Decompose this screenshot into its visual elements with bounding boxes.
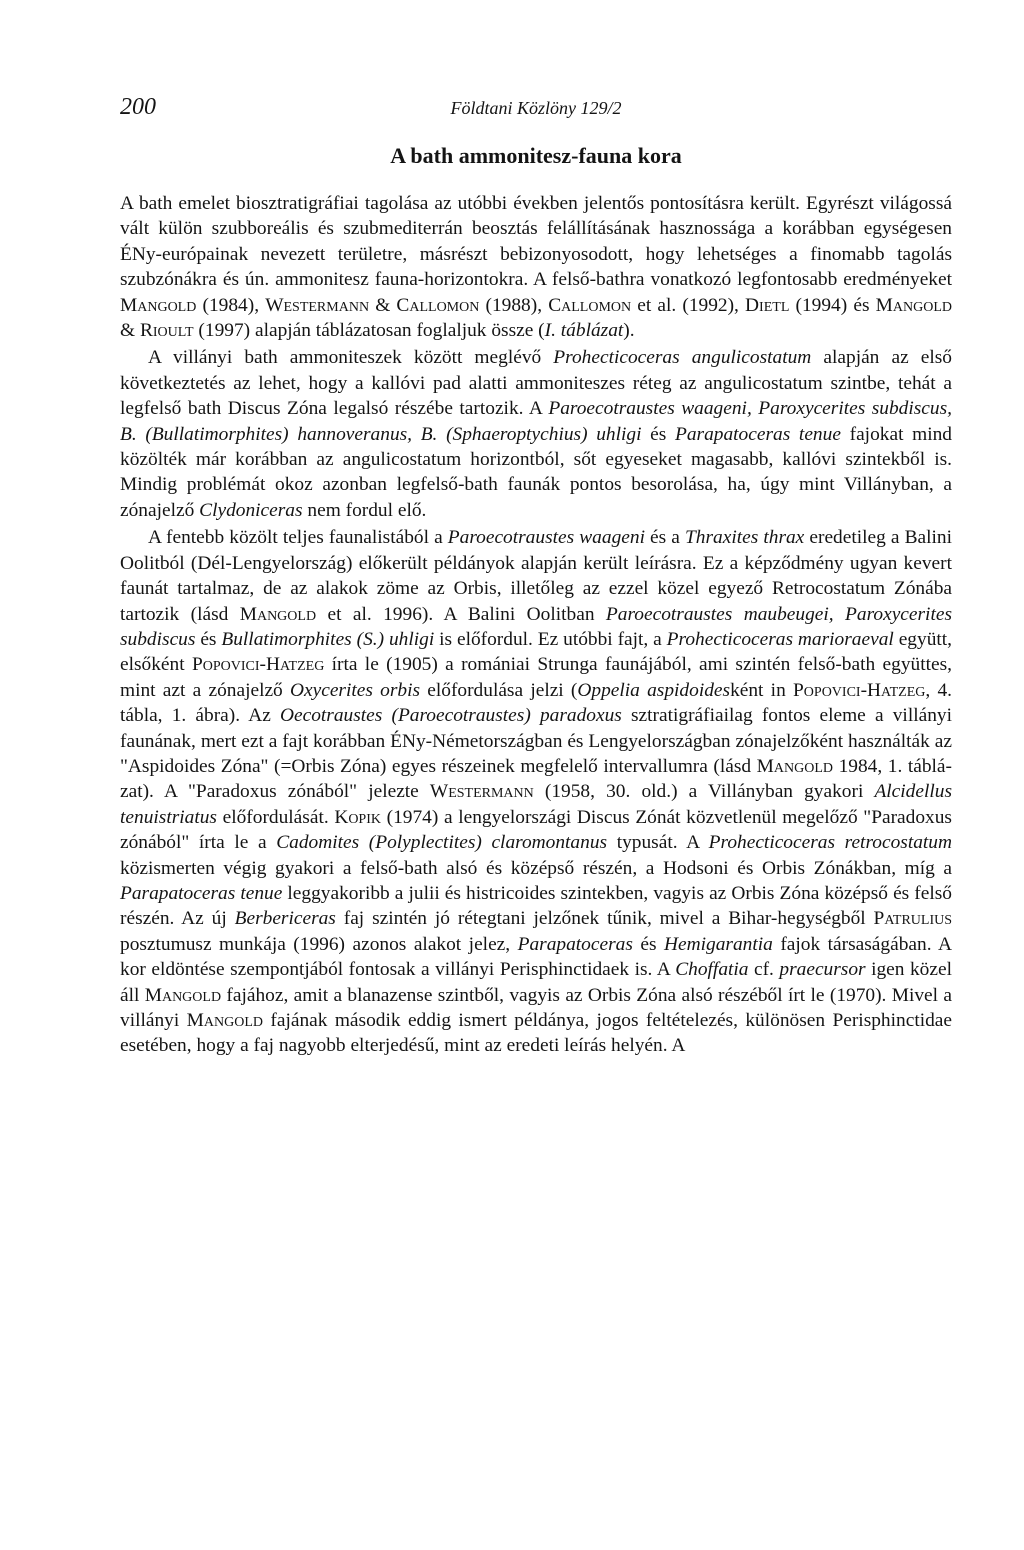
text-run: és xyxy=(632,933,665,955)
author-name: Westermann xyxy=(429,781,534,803)
text-run: A bath emelet biosztratigráfiai tagolása az utóbbi években jelentős pontosításra került. Egyrészt világossá vált külön szubboreális és szubmediterrán beosztás felállításának hasznossága a korábban egységesen ÉNy-európainak nevezett területre, másrészt bebizonyosodott, hogy lehetséges a finomabb tagolás szubzónákra és ún. ammonitesz fauna-horizontokra. A felső-bathra vonatkozó legfontosabb eredményeket xyxy=(120,193,952,291)
text-run: is előfordul. Ez utóbbi fajt, a xyxy=(434,628,667,650)
author-name: Mangold xyxy=(756,755,834,777)
italic-run: Hemigarantia xyxy=(664,933,773,955)
italic-run: Thraxites thrax xyxy=(685,527,805,549)
paragraph-3 xyxy=(120,525,952,1059)
author-name: Callomon xyxy=(548,294,632,316)
author-name: Callomon xyxy=(396,294,480,316)
italic-run: Parapatoceras xyxy=(517,933,633,955)
author-name: Mangold xyxy=(144,984,222,1006)
text-run: sztratigráfiailag fontos eleme a villányi faunának, mert ezt a fajt korábban ÉNy-Németországban és Lengyelországban zónajelzőként használták az "Aspidoides Zóna" (=Orbis Zóna) egyes részeinek megfelelő intervallumra (lásd xyxy=(120,705,952,777)
author-name: Westermann xyxy=(265,294,370,316)
italic-run: Prohecticoceras retrocostatum xyxy=(708,832,952,854)
text-run: előfordulása jelzi ( xyxy=(420,679,578,701)
text-run: typusát. A xyxy=(607,832,709,854)
author-name: Popovici-Hatzeg xyxy=(191,654,325,676)
text-run: posztumusz munkája (1996) azonos alakot jelez, xyxy=(120,933,518,955)
text-run: együtt, elsőként xyxy=(120,628,953,676)
page-number: 200 xyxy=(120,94,156,120)
italic-run: Oecotraustes (Paroecotraustes) paradoxus xyxy=(279,705,622,727)
author-name: Mangold xyxy=(875,294,952,316)
author-name: Patrulius xyxy=(873,908,952,930)
author-name: Popovici-Hatzeg xyxy=(793,679,926,701)
text-run: fajokat mind közölték már korábban az angulicostatum horizontból, sőt egyeseket magasabb, kallóvi szintekből is. Mindig problémát okoz azonban legfelső-bath faunák pontos besorolása, ha, úgy mint Villányban, a zónajelző xyxy=(120,423,952,521)
text-run: A fentebb közölt teljes faunalistából a xyxy=(148,527,448,549)
italic-run: Alcidellus tenuistriatus xyxy=(120,781,952,828)
paragraph-1 xyxy=(120,191,952,343)
text-run: ként in xyxy=(730,679,794,701)
paragraph-2 xyxy=(120,345,952,523)
text-run: (1997) alapján táblázatosan foglaljuk össze ( xyxy=(193,320,545,342)
text-run: fajok társaságában. A kor eldöntése szempontjából fontosak a villányi Perisphinctidaek is. A xyxy=(120,933,952,981)
text-run: (1988), xyxy=(479,294,549,316)
section-title: A bath ammonitesz-fauna kora xyxy=(390,143,682,168)
italic-run: Oxycerites orbis xyxy=(290,679,421,701)
text-run: nem fordul elő. xyxy=(302,499,427,521)
text-run: 1984, 1. táblázat). A "Paradoxus zónából" jelezte xyxy=(120,755,952,803)
body-text xyxy=(120,191,952,1059)
text-run: faj szintén jó rétegtani jelzőnek tűnik, mivel a Bihar-hegységből xyxy=(335,908,874,930)
italic-run: Parapatoceras tenue xyxy=(120,882,283,904)
text-run: et al. (1992), xyxy=(631,294,746,316)
text-run: (1958, 30. old.) a Villányban gyakori xyxy=(533,781,875,803)
text-run: közismerten végig gyakori a felső-bath alsó és középső részén, a Hodsoni és Orbis Zónákban, míg a xyxy=(120,857,952,879)
running-head xyxy=(120,94,952,124)
text-run: & xyxy=(369,294,397,316)
italic-run: Cadomites (Polyplectites) claromontanus xyxy=(276,832,608,854)
text-run: (1984), xyxy=(196,294,266,316)
text-run: et al. 1996). A Balini Oolitban xyxy=(316,603,606,625)
italic-run: I. táblázat xyxy=(544,320,624,342)
text-run: cf. xyxy=(748,959,780,981)
text-run: és xyxy=(195,628,222,650)
italic-run: Berbericeras xyxy=(234,908,336,930)
text-run: ). xyxy=(623,320,635,342)
italic-run: Prohecticoceras marioraeval xyxy=(666,628,894,650)
author-name: Kopik xyxy=(334,806,381,828)
text-run: (1974) a lengyelországi Discus Zónát közvetlenül megelőző "Paradoxus zónából" írta le a xyxy=(120,806,952,854)
author-name: Mangold xyxy=(186,1010,263,1031)
author-name: Mangold xyxy=(120,294,197,316)
italic-run: praecursor xyxy=(779,959,866,981)
text-run: írta le (1905) a romániai Strunga faunájából, ami szintén felső-bath együttes, mint azt a zónajelző xyxy=(120,654,952,701)
italic-run: Parapatoceras tenue xyxy=(675,423,841,445)
text-run: alapján az első következtetés az lehet, hogy a kallóvi pad alatti ammoniteszes réteg az angulicostatum szintbe, tehát a legfelső bath Discus Zóna legalsó részébe tartozik. A xyxy=(120,347,952,420)
author-name: Dietl xyxy=(745,294,790,316)
italic-run: Oppelia aspidoides xyxy=(577,679,731,701)
text-run: előfordulását. xyxy=(216,806,335,828)
italic-run: Bullatimorphites (S.) uhligi xyxy=(221,628,435,650)
text-run: eredetileg a Balini Oolitból (Dél-Lengyelország) előkerült példányok alapján került leírásra. Ez a képződmény ugyan kevert faunát tartalmaz, de az alakok zöme az Orbis, illetőleg az ezzel közel egyező Retrocostatum Zónába tartozik (lásd xyxy=(120,527,953,625)
text-run: fajához, amit a blanazense szintből, vagyis az Orbis Zóna alsó részéből írt le (1970). Mivel a villányi xyxy=(120,984,952,1031)
italic-run: Choffatia xyxy=(675,959,749,981)
text-run: és xyxy=(641,423,675,445)
text-run: igen közel áll xyxy=(120,959,952,1006)
text-run: & xyxy=(120,320,140,342)
text-run: fajának második eddig ismert példánya, jogos feltételezés, különösen Perisphinctidae esetében, hogy a faj nagyobb elterjedésű, mint az eredeti leírás helyén. A xyxy=(120,1010,952,1057)
italic-run: Paroecotraustes waageni xyxy=(447,527,645,549)
text-run: és a xyxy=(644,527,686,549)
journal-title: Földtani Közlöny 129/2 xyxy=(450,98,622,118)
text-run: A villányi bath ammoniteszek között meglévő xyxy=(148,347,554,369)
author-name: Rioult xyxy=(139,320,194,342)
italic-run: Paroecotraustes waageni, Paroxycerites subdiscus, B. (Bullatimorphites) hannoveranus, B. (Sphaeroptychius) uhligi xyxy=(120,398,953,445)
italic-run: Paroecotraustes maubeugei, Paroxycerites subdiscus xyxy=(120,603,952,650)
text-run: , 4. tábla, 1. ábra). Az xyxy=(120,679,953,727)
text-run: leggyakoribb a julii és histricoides szintekben, vagyis az Orbis Zóna középső és felső részén. Az új xyxy=(120,882,952,930)
author-name: Mangold xyxy=(239,603,317,625)
italic-run: Clydoniceras xyxy=(199,499,303,521)
italic-run: Prohecticoceras angulicostatum xyxy=(553,347,812,369)
text-run: (1994) és xyxy=(789,294,876,316)
